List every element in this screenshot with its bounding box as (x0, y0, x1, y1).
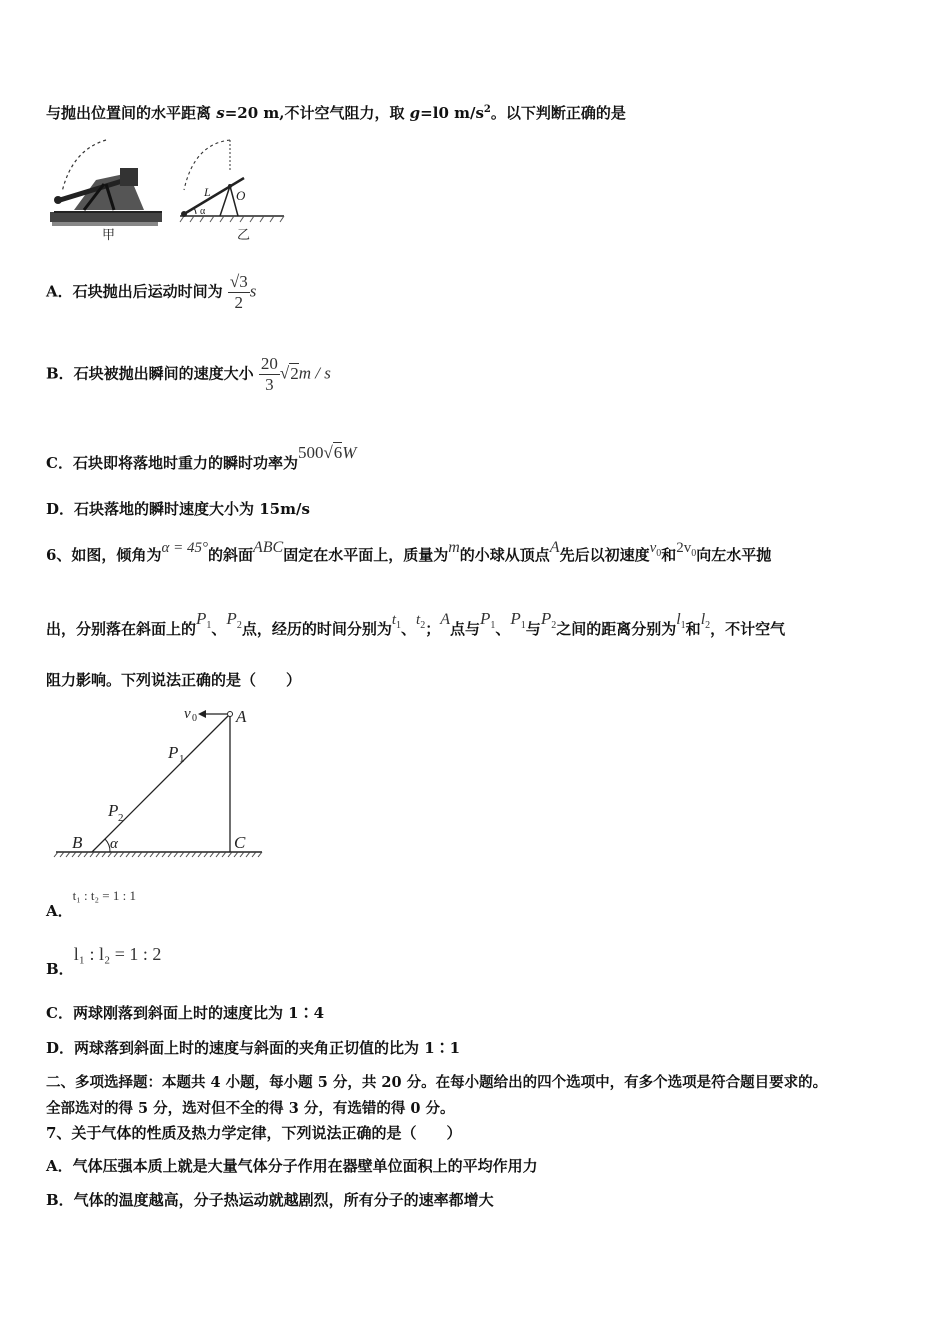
q5-option-d: D．石块落地的瞬时速度大小为 15m/s (46, 500, 310, 518)
q5-option-a: A．石块抛出后运动时间为 $\frac{√3}{2}$ s (46, 272, 257, 312)
label-v0: v (184, 706, 191, 722)
label-P1: P (168, 743, 179, 762)
incline-figure (52, 700, 272, 860)
label-P2: P (108, 801, 119, 820)
q5-intro: 与抛出位置间的水平距离 s=20 m,不计空气阻力，取 g=l0 $m/s^2$。以下判断正确的是 (46, 104, 626, 122)
fig-label-alpha: α (200, 206, 206, 217)
label-alpha: α (110, 836, 118, 852)
catapult-figure (44, 134, 304, 244)
section2-note: 全部选对的得 5 分，选对但不全的得 3 分，有选错的得 0 分。 (46, 1100, 455, 1117)
q5-option-b: B．石块被抛出瞬间的速度大小 $\frac{20}{3}$ √2m / s (46, 354, 331, 394)
label-C: C (234, 833, 246, 852)
label-P1-sub: 1 (179, 753, 185, 765)
q7-option-b: B．气体的温度越高，分子热运动就越剧烈，所有分子的速率都增大 (46, 1191, 494, 1209)
q7-option-a: A．气体压强本质上就是大量气体分子作用在器壁单位面积上的平均作用力 (46, 1157, 538, 1175)
q6-stem-line1: 6、如图，倾角为α = 45°的斜面ABC固定在水平面上，质量为m的小球从顶点A先后以初速度$v_0$和$2v_0$向左水平抛 (46, 539, 772, 564)
fig-label-L: L (204, 185, 211, 199)
q6-option-c: C．两球刚落到斜面上时的速度比为 1∶4 (46, 1004, 325, 1022)
fraction-sqrt3-over-2: $\frac{√3}{2}$ (229, 272, 248, 312)
q6-option-d: D．两球落到斜面上时的速度与斜面的夹角正切值的比为 1∶1 (46, 1039, 461, 1057)
q5-option-c: C．石块即将落地时重力的瞬时功率为500√6W (46, 443, 357, 472)
q7-stem: 7、关于气体的性质及热力学定律，下列说法正确的是（ ） (46, 1124, 462, 1142)
incline-hypotenuse (92, 714, 230, 852)
q6-option-b: B．l₁ : l₂ = 1 : 2 (46, 944, 162, 978)
label-v0-sub: 0 (192, 713, 197, 724)
q6-stem-line3: 阻力影响。下列说法正确的是（ ） (46, 671, 302, 689)
fig-label-O: O (236, 188, 246, 203)
label-B: B (72, 833, 83, 852)
q6-option-a: A．t₁ : t₂ = 1 : 1 (46, 888, 136, 920)
fig-label-left: 甲 (102, 227, 116, 242)
catapult-right (180, 140, 284, 222)
fig-label-right: 乙 (237, 227, 251, 242)
catapult-left (50, 140, 162, 226)
q6-stem-line2: 出，分别落在斜面上的$P_1$、$P_2$点，经历的时间分别为$t_1$、$t_2$；A点与$P_1$、$P_1$与$P_2$之间的距离分别为$l_1$和$l_2$，不计空气 (46, 609, 786, 638)
fraction-20-over-3: $\frac{20}{3}$ (260, 354, 278, 394)
section2-heading: 二、多项选择题：本题共 4 小题，每小题 5 分，共 20 分。在每小题给出的四个选项中，有多个选项是符合题目要求的。 (46, 1074, 828, 1091)
label-A: A (236, 707, 247, 726)
label-P2-sub: 2 (118, 812, 124, 824)
